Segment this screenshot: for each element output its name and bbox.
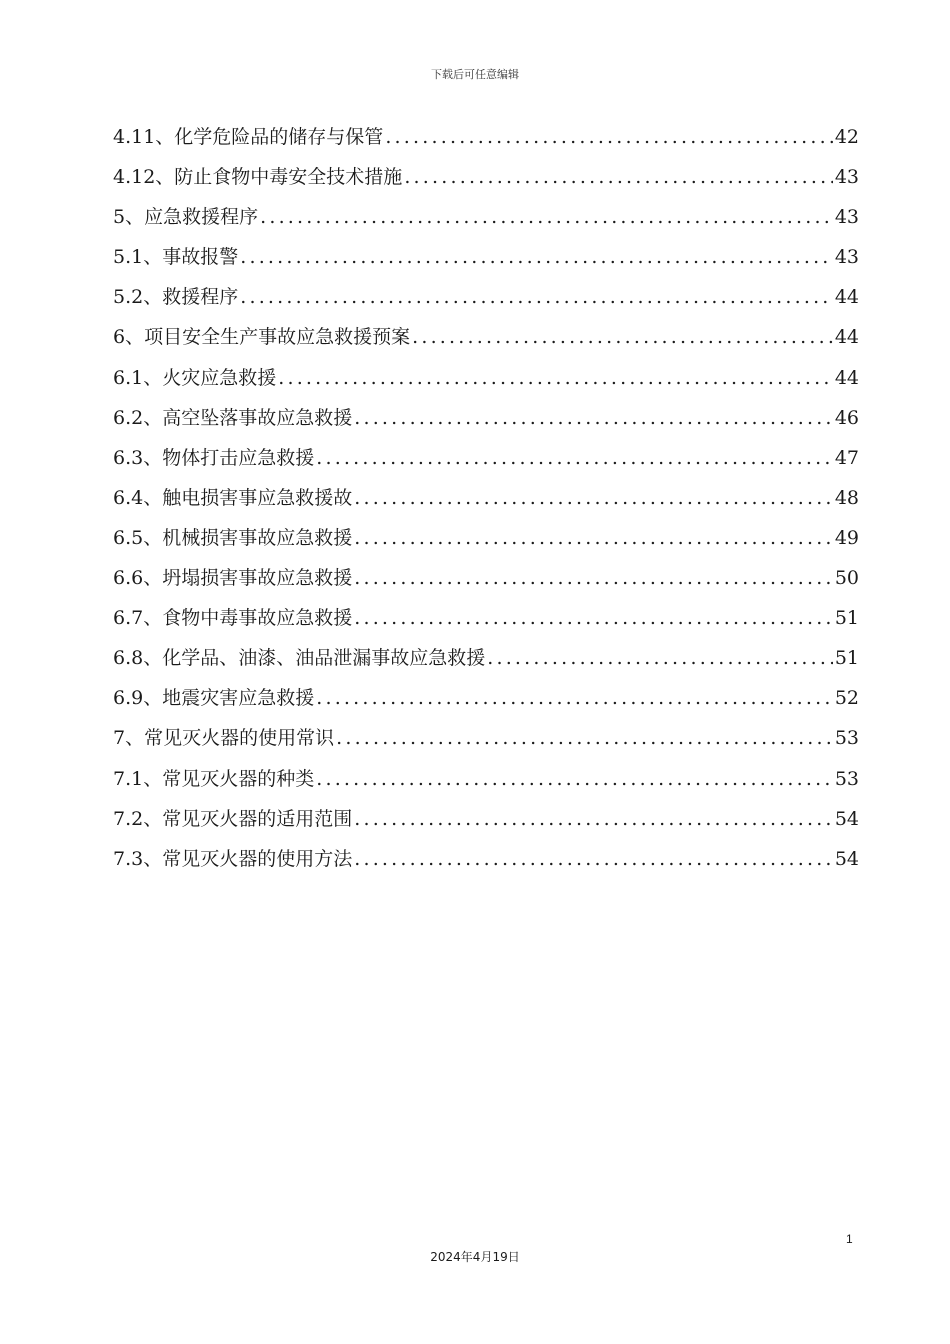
toc-entry-label: 6.8、化学品、油漆、油品泄漏事故应急救援 bbox=[113, 647, 486, 670]
toc-entry-page: 44 bbox=[834, 286, 859, 309]
toc-entry-label: 6.3、物体打击应急救援 bbox=[113, 446, 315, 469]
toc-dot-leader bbox=[336, 721, 833, 755]
page-number: 1 bbox=[846, 1232, 853, 1246]
toc-entry-page: 48 bbox=[834, 486, 859, 509]
toc-dot-leader bbox=[354, 561, 833, 595]
toc-dot-leader bbox=[354, 401, 833, 435]
toc-entry[interactable] bbox=[113, 200, 859, 240]
toc-entry-page: 47 bbox=[834, 446, 859, 469]
toc-entry-label: 6.1、火灾应急救援 bbox=[113, 366, 277, 389]
toc-entry-page: 51 bbox=[834, 607, 859, 630]
toc-entry[interactable] bbox=[113, 120, 859, 160]
toc-entry-label: 4.11、化学危险品的储存与保管 bbox=[113, 126, 384, 148]
toc-entry-label: 7.1、常见灭火器的种类 bbox=[113, 767, 315, 790]
toc-entry-page: 43 bbox=[834, 246, 859, 269]
toc-entry-label: 6、项目安全生产事故应急救援预案 bbox=[113, 326, 411, 349]
toc-dot-leader bbox=[316, 762, 833, 796]
toc-entry-page: 54 bbox=[834, 807, 859, 830]
toc-dot-leader bbox=[278, 361, 833, 395]
toc-entry-page: 42 bbox=[834, 126, 859, 148]
toc-entry-label: 5.2、救援程序 bbox=[113, 286, 239, 309]
toc-entry[interactable] bbox=[113, 320, 859, 360]
toc-entry[interactable] bbox=[113, 601, 859, 641]
toc-dot-leader bbox=[354, 802, 833, 836]
toc-entry-label: 7.2、常见灭火器的适用范围 bbox=[113, 807, 353, 830]
toc-dot-leader bbox=[354, 481, 833, 515]
toc-entry[interactable] bbox=[113, 240, 859, 280]
toc-dot-leader bbox=[354, 521, 833, 555]
toc-dot-leader bbox=[385, 120, 833, 154]
toc-entry[interactable] bbox=[113, 721, 859, 761]
toc-entry[interactable] bbox=[113, 361, 859, 401]
toc-entry-label: 7、常见灭火器的使用常识 bbox=[113, 727, 335, 750]
toc-entry-label: 6.7、食物中毒事故应急救援 bbox=[113, 607, 353, 630]
toc-entry-page: 50 bbox=[834, 567, 859, 590]
toc-entry-label: 6.9、地震灾害应急救援 bbox=[113, 687, 315, 710]
toc-entry[interactable] bbox=[113, 561, 859, 601]
toc-entry-page: 43 bbox=[834, 206, 859, 229]
toc-dot-leader bbox=[316, 441, 833, 475]
footer-date: 2024年4月19日 bbox=[430, 1250, 520, 1264]
toc-entry[interactable] bbox=[113, 681, 859, 721]
toc-entry-label: 6.4、触电损害事应急救援故 bbox=[113, 486, 353, 509]
toc-dot-leader bbox=[316, 681, 833, 715]
table-of-contents bbox=[113, 120, 859, 882]
toc-entry[interactable] bbox=[113, 842, 859, 882]
toc-entry[interactable] bbox=[113, 280, 859, 320]
toc-dot-leader bbox=[260, 200, 833, 234]
toc-entry-label: 6.6、坍塌损害事故应急救援 bbox=[113, 567, 353, 590]
page-header: 下载后可任意编辑 bbox=[431, 68, 519, 81]
toc-entry-page: 49 bbox=[834, 526, 859, 549]
toc-entry-page: 43 bbox=[834, 166, 859, 189]
toc-dot-leader bbox=[240, 280, 833, 314]
toc-entry-label: 7.3、常见灭火器的使用方法 bbox=[113, 847, 353, 870]
toc-dot-leader bbox=[354, 842, 833, 876]
toc-entry[interactable] bbox=[113, 401, 859, 441]
toc-entry[interactable] bbox=[113, 160, 859, 200]
toc-dot-leader bbox=[412, 320, 833, 354]
toc-dot-leader bbox=[354, 601, 833, 635]
toc-entry-page: 51 bbox=[834, 647, 859, 670]
toc-entry[interactable] bbox=[113, 441, 859, 481]
toc-entry-label: 5、应急救援程序 bbox=[113, 206, 259, 229]
toc-entry[interactable] bbox=[113, 641, 859, 681]
toc-entry-page: 44 bbox=[834, 326, 859, 349]
toc-entry[interactable] bbox=[113, 762, 859, 802]
toc-entry-page: 53 bbox=[834, 767, 859, 790]
toc-entry-label: 6.2、高空坠落事故应急救援 bbox=[113, 406, 353, 429]
toc-entry-label: 6.5、机械损害事故应急救援 bbox=[113, 526, 353, 549]
toc-entry-page: 46 bbox=[834, 406, 859, 429]
toc-entry-label: 5.1、事故报警 bbox=[113, 246, 239, 269]
toc-entry[interactable] bbox=[113, 521, 859, 561]
toc-entry-page: 54 bbox=[834, 847, 859, 870]
toc-entry-page: 44 bbox=[834, 366, 859, 389]
toc-entry[interactable] bbox=[113, 481, 859, 521]
toc-dot-leader bbox=[404, 160, 833, 194]
toc-entry[interactable] bbox=[113, 802, 859, 842]
toc-dot-leader bbox=[487, 641, 833, 675]
toc-entry-label: 4.12、防止食物中毒安全技术措施 bbox=[113, 166, 403, 189]
toc-entry-page: 52 bbox=[834, 687, 859, 710]
toc-entry-page: 53 bbox=[834, 727, 859, 750]
toc-dot-leader bbox=[240, 240, 833, 274]
